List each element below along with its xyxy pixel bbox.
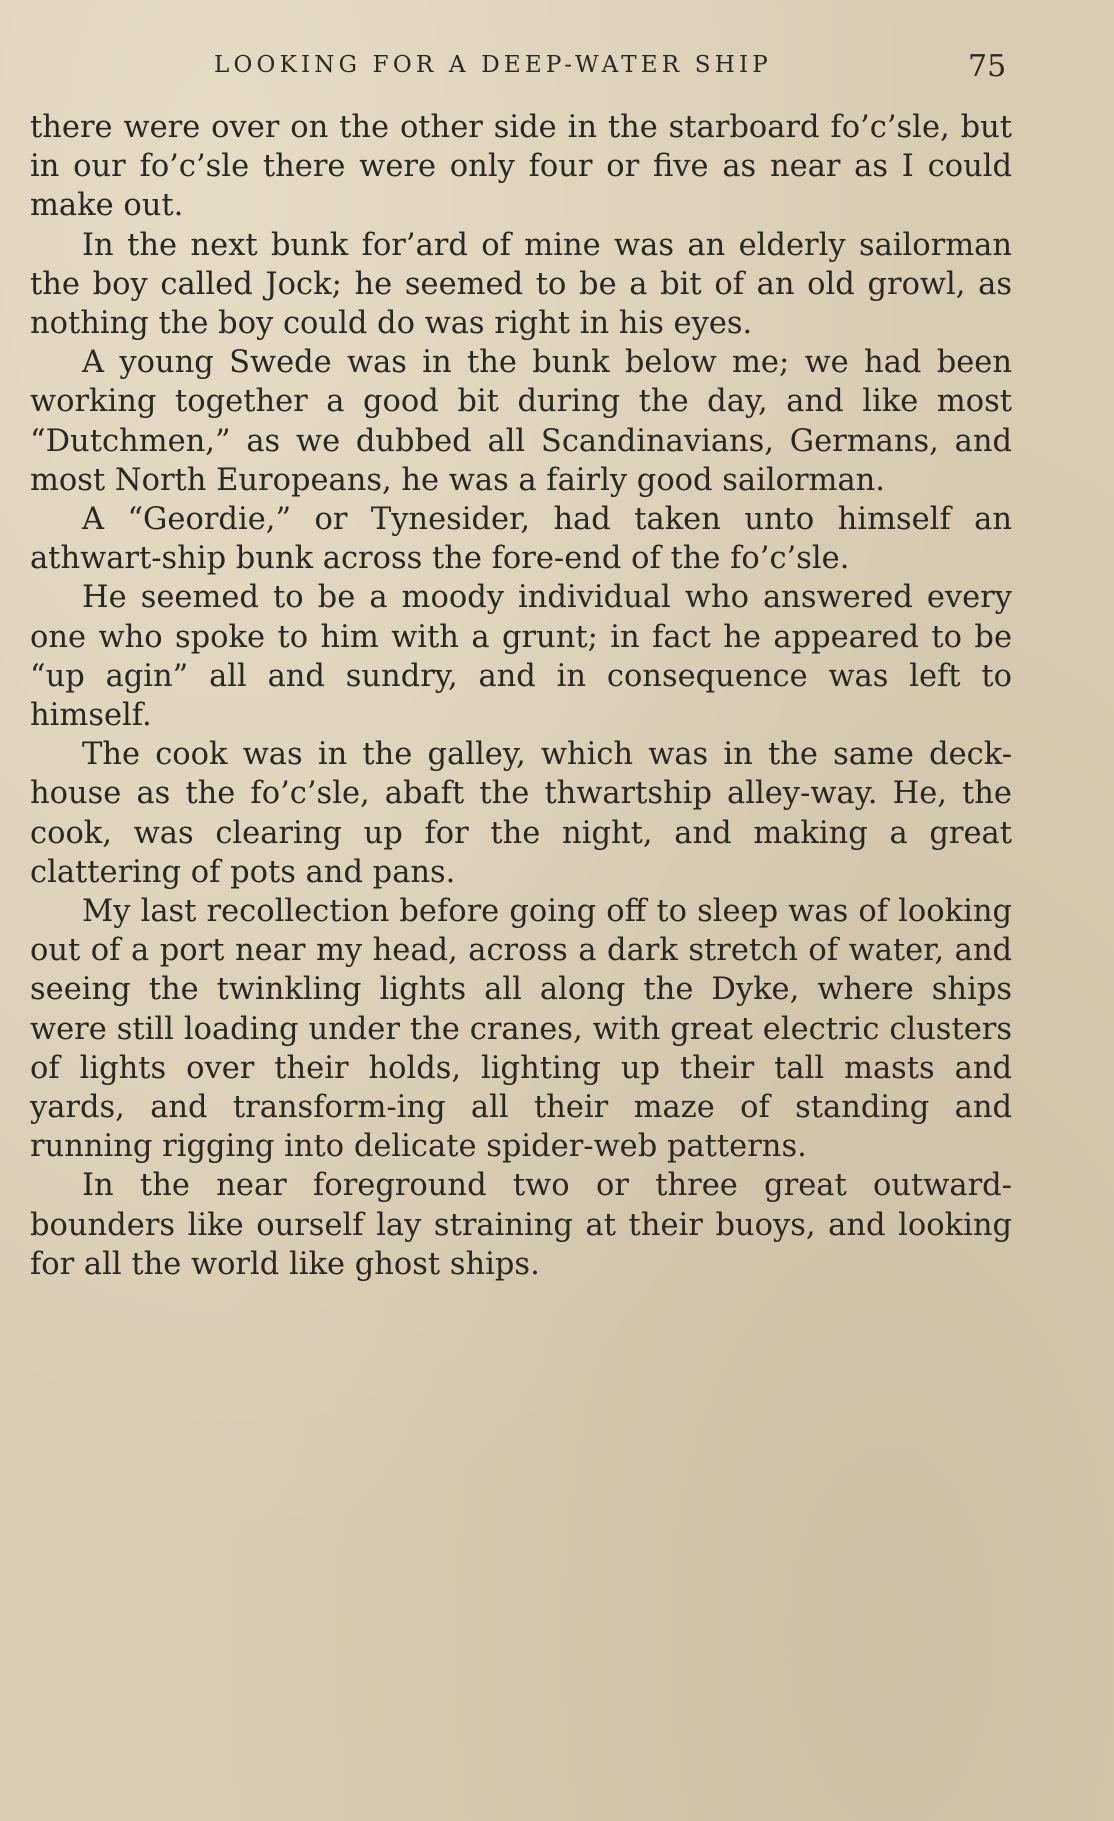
paragraph: My last recollection before going off to sleep was of looking out of a port near my head, across a dark stretch of water, and seeing the twinkling lights all along the Dyke, where ships were still loading under the cranes, with great electric clusters of lights over their holds, lighting up their tall masts and yards, and transform-ing all their maze of standing and running rigging into delicate spider-web patterns.	[30, 894, 1012, 1165]
paragraph: In the next bunk for’ard of mine was an elderly sailorman the boy called Jock; he seemed to be a bit of an old growl, as nothing the boy could do was right in his eyes.	[30, 227, 1012, 342]
page-number: 75	[968, 49, 1007, 84]
paragraph: The cook was in the galley, which was in the same deck-house as the fo’c’sle, abaft the thwartship alley-way. He, the cook, was clearing up for the night, and making a great clattering of pots and pans.	[30, 737, 1012, 890]
paragraph: A young Swede was in the bunk below me; we had been working together a good bit during the day, and like most “Dutchmen,” as we dubbed all Scandinavians, Germans, and most North Europeans, he was a fairly good sailorman.	[30, 345, 1012, 498]
paragraph: He seemed to be a moody individual who answered every one who spoke to him with a grunt; in fact he appeared to be “up agin” all and sundry, and in consequence was left to himself.	[30, 580, 1012, 734]
running-title: LOOKING FOR A DEEP-WATER SHIP	[214, 52, 772, 78]
paragraph: In the near foreground two or three great outward-bounders like ourself lay straining at their buoys, and looking for all the world like ghost ships.	[30, 1168, 1012, 1282]
body-text	[30, 108, 1012, 1284]
paragraph: A “Geordie,” or Tynesider, had taken unto himself an athwart-ship bunk across the fore-end of the fo’c’sle.	[30, 502, 1012, 577]
paragraph: there were over on the other side in the starboard fo’c’sle, but in our fo’c’sle there were only four or five as near as I could make out.	[30, 110, 1012, 224]
